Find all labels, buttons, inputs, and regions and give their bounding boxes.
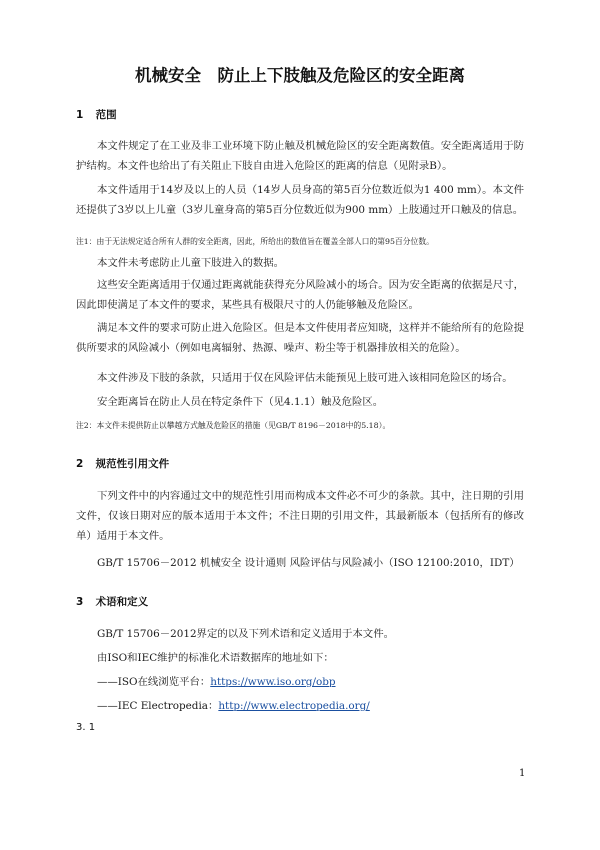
section-1-note-2: 注2：本文件未提供防止以攀越方式触及危险区的措施（见GB/T 8196－2018中的5.18）。 bbox=[76, 421, 391, 430]
section-1-title: 范围 bbox=[95, 109, 117, 121]
iec-electropedia-link[interactable]: http://www.electropedia.org/ bbox=[218, 700, 370, 712]
section-3-title: 术语和定义 bbox=[95, 596, 149, 608]
iec-electropedia-label: ——IEC Electropedia： bbox=[97, 700, 219, 712]
document-title: 机械安全 防止上下肢触及危险区的安全距离 bbox=[135, 66, 465, 85]
section-3-heading bbox=[76, 594, 148, 609]
subclause-number: 3. 1 bbox=[76, 722, 96, 733]
iso-platform-link[interactable]: https://www.iso.org/obp bbox=[210, 676, 336, 688]
section-1-note-1: 注1：由于无法规定适合所有人群的安全距离，因此，所给出的数值旨在覆盖全部人口的第95百分位数。 bbox=[76, 237, 434, 246]
section-1-paragraph-1: 本文件规定了在工业及非工业环境下防止触及机械危险区的安全距离数值。安全距离适用于防护结构。本文件也给出了有关阻止下肢自由进入危险区的距离的信息（见附录B）。 bbox=[76, 140, 524, 172]
iso-platform-line bbox=[97, 672, 336, 692]
section-1-paragraph-5: 满足本文件的要求可防止进入危险区。但是本文件使用者应知晓，这样并不能给所有的危险提供所要求的风险减小（例如电离辐射、热源、噪声、粉尘等于机器排放相关的危险）。 bbox=[76, 322, 524, 354]
normative-reference: GB/T 15706－2012 机械安全 设计通则 风险评估与风险减小（ISO 12100:2010，IDT） bbox=[97, 557, 520, 569]
iec-electropedia-line bbox=[97, 696, 370, 716]
page-number: 1 bbox=[519, 768, 526, 779]
section-3-number: 3 bbox=[76, 596, 84, 608]
section-1-paragraph-7: 安全距离旨在防止人员在特定条件下（见4.1.1）触及危险区。 bbox=[97, 396, 384, 408]
section-1-heading bbox=[76, 107, 117, 122]
section-1-paragraph-6: 本文件涉及下肢的条款，只适用于仅在风险评估未能预见上肢可进入该相同危险区的场合。 bbox=[97, 372, 513, 384]
section-3-paragraph-2: 由ISO和IEC维护的标准化术语数据库的地址如下： bbox=[97, 652, 334, 664]
section-3-paragraph-1: GB/T 15706－2012界定的以及下列术语和定义适用于本文件。 bbox=[97, 628, 394, 640]
iso-platform-label: ——ISO在线浏览平台： bbox=[97, 676, 211, 688]
section-1-paragraph-4: 这些安全距离适用于仅通过距离就能获得充分风险减小的场合。因为安全距离的依据是尺寸，因此即使满足了本文件的要求，某些具有极限尺寸的人仍能够触及危险区。 bbox=[76, 279, 524, 311]
section-2-heading bbox=[76, 456, 169, 471]
section-1-number: 1 bbox=[76, 109, 84, 121]
section-2-paragraph-1: 下列文件中的内容通过文中的规范性引用而构成本文件必不可少的条款。其中，注日期的引用文件，仅该日期对应的版本适用于本文件；不注日期的引用文件，其最新版本（包括所有的修改单）适用于本文件。 bbox=[76, 490, 524, 542]
section-2-title: 规范性引用文件 bbox=[95, 458, 170, 470]
section-1-paragraph-2: 本文件适用于14岁及以上的人员（14岁人员身高的第5百分位数近似为1 400 mm）。本文件还提供了3岁以上儿童（3岁儿童身高的第5百分位数近似为900 mm）上肢通过开口触及的信息。 bbox=[76, 184, 524, 216]
section-2-number: 2 bbox=[76, 458, 84, 470]
section-1-paragraph-3: 本文件未考虑防止儿童下肢进入的数据。 bbox=[97, 257, 285, 269]
